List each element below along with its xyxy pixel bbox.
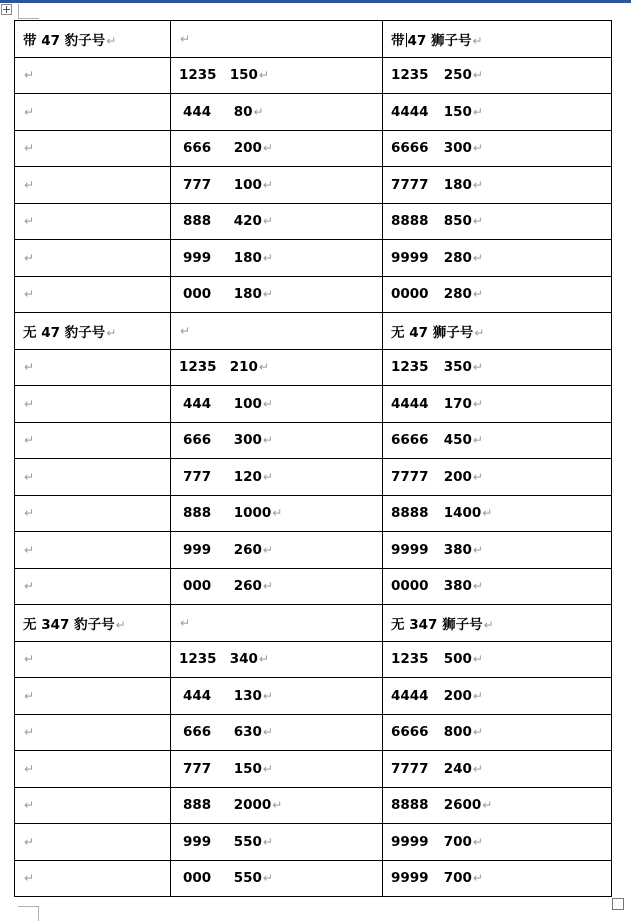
amount-value: 300 <box>443 140 472 157</box>
empty-cell[interactable] <box>15 240 171 277</box>
number-label: 1235 <box>179 359 217 376</box>
paragraph-mark-icon: ↵ <box>472 250 483 265</box>
amount-value: 100 <box>233 176 262 193</box>
lion-value-cell[interactable] <box>383 203 612 240</box>
number-label: 888 <box>183 505 212 522</box>
paragraph-mark-icon: ↵ <box>472 360 483 375</box>
paragraph-mark-icon: ↵ <box>472 688 483 703</box>
lion-value-cell[interactable] <box>383 167 612 204</box>
number-label: 9999 <box>391 870 429 887</box>
paragraph-mark-icon: ↵ <box>24 725 35 740</box>
number-label: 666 <box>183 140 212 157</box>
lion-value-cell[interactable] <box>383 714 612 751</box>
right-header-prefix: 带 <box>391 32 405 49</box>
empty-header-cell[interactable] <box>171 313 383 350</box>
amount-value: 180 <box>233 286 262 303</box>
amount-value: 1400 <box>443 505 482 522</box>
leopard-value-cell[interactable] <box>171 349 383 386</box>
empty-cell[interactable] <box>15 57 171 94</box>
paragraph-mark-icon: ↵ <box>24 798 35 813</box>
paragraph-mark-icon: ↵ <box>472 579 483 594</box>
paragraph-mark-icon: ↵ <box>258 68 269 83</box>
number-label: 000 <box>183 870 212 887</box>
paragraph-mark-icon: ↵ <box>474 325 485 340</box>
paragraph-mark-icon: ↵ <box>24 688 35 703</box>
number-label: 999 <box>183 833 212 850</box>
amount-value: 200 <box>233 140 262 157</box>
right-header-label: 347 狮子号 <box>409 616 483 633</box>
leopard-value-cell[interactable] <box>171 787 383 824</box>
section-header-row <box>15 605 612 642</box>
amount-value: 350 <box>443 359 472 376</box>
paragraph-mark-icon: ↵ <box>262 761 273 776</box>
number-label: 8888 <box>391 505 429 522</box>
paragraph-mark-icon: ↵ <box>262 725 273 740</box>
amount-value: 130 <box>233 687 262 704</box>
number-label: 0000 <box>391 286 429 303</box>
leopard-value-cell[interactable] <box>171 276 383 313</box>
right-header-label: 47 狮子号 <box>409 324 474 341</box>
left-header-label: 无 347 豹子号 <box>23 616 115 633</box>
number-label: 000 <box>183 286 212 303</box>
number-label: 6666 <box>391 432 429 449</box>
lion-value-cell[interactable] <box>383 641 612 678</box>
paragraph-mark-icon: ↵ <box>262 871 273 886</box>
left-header-label: 无 47 豹子号 <box>23 324 106 341</box>
empty-cell[interactable] <box>15 568 171 605</box>
lion-value-cell[interactable] <box>383 276 612 313</box>
amount-value: 180 <box>443 176 472 193</box>
lion-value-cell[interactable] <box>383 787 612 824</box>
leopard-value-cell[interactable] <box>171 641 383 678</box>
amount-value: 500 <box>443 651 472 668</box>
left-header-cell[interactable] <box>15 21 171 58</box>
number-label: 6666 <box>391 140 429 157</box>
number-label: 8888 <box>391 213 429 230</box>
table-row <box>15 57 612 94</box>
number-label: 0000 <box>391 578 429 595</box>
leopard-value-cell[interactable] <box>171 751 383 788</box>
leopard-value-cell[interactable] <box>171 94 383 131</box>
paragraph-mark-icon: ↵ <box>24 214 35 229</box>
lion-value-cell[interactable] <box>383 751 612 788</box>
empty-cell[interactable] <box>15 203 171 240</box>
table-row <box>15 276 612 313</box>
leopard-value-cell[interactable] <box>171 495 383 532</box>
paragraph-mark-icon: ↵ <box>482 798 493 813</box>
lion-value-cell[interactable] <box>383 824 612 861</box>
lion-value-cell[interactable] <box>383 130 612 167</box>
empty-cell[interactable] <box>15 459 171 496</box>
table-row <box>15 349 612 386</box>
paragraph-mark-icon: ↵ <box>262 469 273 484</box>
table-row <box>15 714 612 751</box>
section-header-row <box>15 313 612 350</box>
paragraph-mark-icon: ↵ <box>262 579 273 594</box>
amount-value: 420 <box>233 213 262 230</box>
paragraph-mark-icon: ↵ <box>262 542 273 557</box>
paragraph-mark-icon: ↵ <box>472 287 483 302</box>
amount-value: 250 <box>443 67 472 84</box>
paragraph-mark-icon: ↵ <box>253 104 264 119</box>
paragraph-mark-icon: ↵ <box>472 433 483 448</box>
paragraph-mark-icon: ↵ <box>24 579 35 594</box>
empty-cell[interactable] <box>15 422 171 459</box>
leopard-value-cell[interactable] <box>171 678 383 715</box>
empty-cell[interactable] <box>15 167 171 204</box>
amount-value: 260 <box>233 578 262 595</box>
amount-value: 100 <box>233 395 262 412</box>
number-label: 666 <box>183 432 212 449</box>
number-label: 9999 <box>391 541 429 558</box>
paragraph-mark-icon: ↵ <box>262 433 273 448</box>
leopard-value-cell[interactable] <box>171 860 383 897</box>
amount-value: 150 <box>233 760 262 777</box>
paragraph-mark-icon: ↵ <box>115 617 126 632</box>
empty-cell[interactable] <box>15 276 171 313</box>
table-row <box>15 678 612 715</box>
number-label: 777 <box>183 176 212 193</box>
table-row <box>15 641 612 678</box>
ribbon-edge <box>0 0 631 3</box>
paragraph-mark-icon: ↵ <box>180 323 191 338</box>
amount-value: 2000 <box>233 797 272 814</box>
amount-value: 850 <box>443 213 472 230</box>
number-label: 4444 <box>391 687 429 704</box>
number-label: 888 <box>183 797 212 814</box>
amount-value: 200 <box>443 687 472 704</box>
leopard-value-cell[interactable] <box>171 459 383 496</box>
page-corner-mark-top <box>18 4 39 19</box>
number-label: 888 <box>183 213 212 230</box>
left-header-cell[interactable] <box>15 313 171 350</box>
paragraph-mark-icon: ↵ <box>482 506 493 521</box>
table-row <box>15 568 612 605</box>
amount-value: 300 <box>233 432 262 449</box>
number-label: 1235 <box>179 67 217 84</box>
table-move-handle-icon[interactable] <box>1 4 12 15</box>
paragraph-mark-icon: ↵ <box>262 141 273 156</box>
paragraph-mark-icon: ↵ <box>106 33 117 48</box>
number-label: 777 <box>183 468 212 485</box>
number-label: 666 <box>183 724 212 741</box>
number-label: 7777 <box>391 176 429 193</box>
empty-cell[interactable] <box>15 860 171 897</box>
paragraph-mark-icon: ↵ <box>262 250 273 265</box>
empty-cell[interactable] <box>15 824 171 861</box>
right-header-cell[interactable] <box>383 605 612 642</box>
table-row <box>15 860 612 897</box>
number-label: 7777 <box>391 468 429 485</box>
table-row <box>15 203 612 240</box>
paragraph-mark-icon: ↵ <box>24 396 35 411</box>
lion-value-cell[interactable] <box>383 422 612 459</box>
empty-cell[interactable] <box>15 678 171 715</box>
table-row <box>15 787 612 824</box>
table-row <box>15 130 612 167</box>
left-header-cell[interactable] <box>15 605 171 642</box>
number-label: 000 <box>183 578 212 595</box>
amount-value: 280 <box>443 286 472 303</box>
amount-value: 700 <box>443 833 472 850</box>
leopard-value-cell[interactable] <box>171 532 383 569</box>
leopard-value-cell[interactable] <box>171 130 383 167</box>
amount-value: 80 <box>233 103 253 120</box>
paragraph-mark-icon: ↵ <box>24 68 35 83</box>
empty-cell[interactable] <box>15 349 171 386</box>
empty-cell[interactable] <box>15 94 171 131</box>
number-label: 999 <box>183 541 212 558</box>
amount-value: 380 <box>443 578 472 595</box>
table-row <box>15 751 612 788</box>
amount-value: 280 <box>443 249 472 266</box>
empty-cell[interactable] <box>15 130 171 167</box>
paragraph-mark-icon: ↵ <box>472 871 483 886</box>
paragraph-mark-icon: ↵ <box>472 104 483 119</box>
paragraph-mark-icon: ↵ <box>24 542 35 557</box>
amount-value: 120 <box>233 468 262 485</box>
leopard-value-cell[interactable] <box>171 824 383 861</box>
number-label: 777 <box>183 760 212 777</box>
paragraph-mark-icon: ↵ <box>472 68 483 83</box>
right-header-cell[interactable] <box>383 313 612 350</box>
lion-value-cell[interactable] <box>383 495 612 532</box>
paragraph-mark-icon: ↵ <box>472 542 483 557</box>
paragraph-mark-icon: ↵ <box>258 652 269 667</box>
paragraph-mark-icon: ↵ <box>24 177 35 192</box>
leopard-value-cell[interactable] <box>171 240 383 277</box>
amount-value: 2600 <box>443 797 482 814</box>
paragraph-mark-icon: ↵ <box>24 250 35 265</box>
table-row <box>15 459 612 496</box>
section-header-row <box>15 21 612 58</box>
number-label: 999 <box>183 249 212 266</box>
leopard-value-cell[interactable] <box>171 386 383 423</box>
empty-cell[interactable] <box>15 532 171 569</box>
paragraph-mark-icon: ↵ <box>24 287 35 302</box>
empty-header-cell[interactable] <box>171 605 383 642</box>
right-header-label: 47 狮子号 <box>407 32 472 49</box>
amount-value: 550 <box>233 870 262 887</box>
paragraph-mark-icon: ↵ <box>24 141 35 156</box>
right-header-prefix: 无 <box>391 324 405 341</box>
amount-value: 550 <box>233 833 262 850</box>
paragraph-mark-icon: ↵ <box>24 360 35 375</box>
number-label: 8888 <box>391 797 429 814</box>
lion-value-cell[interactable] <box>383 349 612 386</box>
empty-cell[interactable] <box>15 386 171 423</box>
paragraph-mark-icon: ↵ <box>262 177 273 192</box>
number-label: 444 <box>183 687 212 704</box>
leopard-value-cell[interactable] <box>171 422 383 459</box>
paragraph-mark-icon: ↵ <box>472 652 483 667</box>
lion-value-cell[interactable] <box>383 240 612 277</box>
paragraph-mark-icon: ↵ <box>472 214 483 229</box>
paragraph-mark-icon: ↵ <box>472 834 483 849</box>
lion-value-cell[interactable] <box>383 532 612 569</box>
paragraph-mark-icon: ↵ <box>262 287 273 302</box>
paragraph-mark-icon: ↵ <box>472 141 483 156</box>
number-label: 1235 <box>391 67 429 84</box>
leopard-value-cell[interactable] <box>171 714 383 751</box>
lion-value-cell[interactable] <box>383 386 612 423</box>
paragraph-mark-icon: ↵ <box>272 798 283 813</box>
paragraph-mark-icon: ↵ <box>472 33 483 48</box>
empty-cell[interactable] <box>15 751 171 788</box>
amount-value: 180 <box>233 249 262 266</box>
amount-value: 170 <box>443 395 472 412</box>
right-header-prefix: 无 <box>391 616 405 633</box>
amount-value: 630 <box>233 724 262 741</box>
table-row <box>15 94 612 131</box>
lion-value-cell[interactable] <box>383 94 612 131</box>
paragraph-mark-icon: ↵ <box>472 761 483 776</box>
paragraph-mark-icon: ↵ <box>472 469 483 484</box>
paragraph-mark-icon: ↵ <box>24 469 35 484</box>
number-label: 4444 <box>391 103 429 120</box>
amount-value: 380 <box>443 541 472 558</box>
paragraph-mark-icon: ↵ <box>472 396 483 411</box>
amount-value: 700 <box>443 870 472 887</box>
paragraph-mark-icon: ↵ <box>180 31 191 46</box>
lion-value-cell[interactable] <box>383 860 612 897</box>
table-row <box>15 386 612 423</box>
number-label: 1235 <box>391 359 429 376</box>
number-label: 4444 <box>391 395 429 412</box>
empty-cell[interactable] <box>15 641 171 678</box>
amount-value: 340 <box>229 651 258 668</box>
lion-value-cell[interactable] <box>383 568 612 605</box>
leopard-value-cell[interactable] <box>171 568 383 605</box>
number-label: 9999 <box>391 249 429 266</box>
number-label: 9999 <box>391 833 429 850</box>
paragraph-mark-icon: ↵ <box>24 652 35 667</box>
table-row <box>15 532 612 569</box>
left-header-label: 带 47 豹子号 <box>23 32 106 49</box>
empty-cell[interactable] <box>15 495 171 532</box>
table-row <box>15 495 612 532</box>
paragraph-mark-icon: ↵ <box>106 325 117 340</box>
number-label: 6666 <box>391 724 429 741</box>
paragraph-mark-icon: ↵ <box>24 761 35 776</box>
empty-header-cell[interactable] <box>171 21 383 58</box>
empty-cell[interactable] <box>15 787 171 824</box>
amount-value: 150 <box>229 67 258 84</box>
amount-value: 1000 <box>233 505 272 522</box>
lion-value-cell[interactable] <box>383 57 612 94</box>
leopard-value-cell[interactable] <box>171 57 383 94</box>
paragraph-mark-icon: ↵ <box>258 360 269 375</box>
table-row <box>15 422 612 459</box>
paragraph-mark-icon: ↵ <box>262 834 273 849</box>
paragraph-mark-icon: ↵ <box>262 396 273 411</box>
amount-value: 800 <box>443 724 472 741</box>
lion-value-cell[interactable] <box>383 459 612 496</box>
amount-value: 450 <box>443 432 472 449</box>
number-label: 444 <box>183 103 212 120</box>
paragraph-mark-icon: ↵ <box>483 617 494 632</box>
paragraph-mark-icon: ↵ <box>24 871 35 886</box>
number-label: 1235 <box>179 651 217 668</box>
paragraph-mark-icon: ↵ <box>24 433 35 448</box>
empty-cell[interactable] <box>15 714 171 751</box>
paragraph-mark-icon: ↵ <box>472 725 483 740</box>
table-resize-handle-icon[interactable] <box>612 898 624 910</box>
table-row <box>15 240 612 277</box>
amount-value: 150 <box>443 103 472 120</box>
lion-value-cell[interactable] <box>383 678 612 715</box>
paragraph-mark-icon: ↵ <box>272 506 283 521</box>
amount-value: 200 <box>443 468 472 485</box>
leopard-value-cell[interactable] <box>171 167 383 204</box>
text-cursor <box>406 33 407 47</box>
number-label: 1235 <box>391 651 429 668</box>
document-table[interactable] <box>14 20 612 897</box>
paragraph-mark-icon: ↵ <box>262 214 273 229</box>
paragraph-mark-icon: ↵ <box>180 615 191 630</box>
paragraph-mark-icon: ↵ <box>24 104 35 119</box>
table-row <box>15 167 612 204</box>
leopard-value-cell[interactable] <box>171 203 383 240</box>
right-header-cell[interactable] <box>383 21 612 58</box>
table-row <box>15 824 612 861</box>
paragraph-mark-icon: ↵ <box>262 688 273 703</box>
paragraph-mark-icon: ↵ <box>24 834 35 849</box>
number-label: 444 <box>183 395 212 412</box>
amount-value: 240 <box>443 760 472 777</box>
amount-value: 210 <box>229 359 258 376</box>
paragraph-mark-icon: ↵ <box>472 177 483 192</box>
number-label: 7777 <box>391 760 429 777</box>
paragraph-mark-icon: ↵ <box>24 506 35 521</box>
amount-value: 260 <box>233 541 262 558</box>
